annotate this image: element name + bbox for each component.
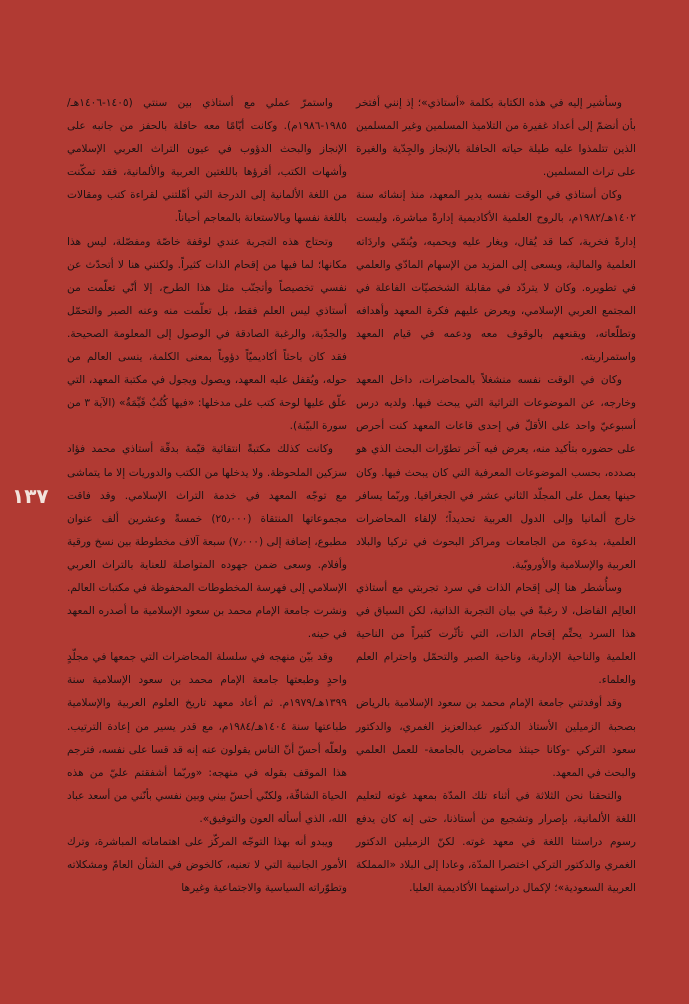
paragraph: وكان أستاذي في الوقت نفسه يدير المعهد، منذ إنشائه سنة ١٤٠٢هـ/١٩٨٢م، بالروح العلمية الأكاديمية إدارةً مباشرة، وليست إدارةً فخرية، كما قد يُقال، ويغار عليه ويحميه، ويُنمّي واردَاته العلمية والمالية، ويسعى إلى المزيد من الإسهام المادّي والعلمي في تطويره. وكان لا يتردّد في مقابلة الشخصيّات الفاعلة في المجتمع العربي الإسلامي، ويعرض عليهم فكرة المعهد وأهدافه وتطلّعاته، ويقنعهم بالوقوف معه ودعمه في قيام المعهد واستمراريته. (356, 189, 636, 364)
paragraph: واستمرّ عملي مع أستاذي بين سنتي (١٤٠٥-١٤٠٦هـ/ ١٩٨٥-١٩٨٦م). وكانت أيّامًا معه حافلة بالحفز من جانبه على الإنجاز والبحث الدؤوب في عيون التراث العربي الإسلامي وأشهات الكتب، أقرؤها باللغتين العربية والألمانية، فقد تمكّنت من اللغة الألمانية إلى الدرجة التي أهّلتني لقراءة كتب ومقالات باللغة نفسها وبالاستعانة بالمعاجم أحياناً. (67, 97, 347, 225)
paragraph: وكان في الوقت نفسه منشغلاً بالمحاضرات، داخل المعهد وخارجه، عن الموضوعات التراثية التي يبحث فيها. ولديه درس أسبوعيّ واحد على الأقلّ في إحدى قاعات المعهد كنت أحرص على حضوره بتأكيد منه، يعرض فيه آخر تطوّرات البحث الذي هو بصدده، بحسب الموضوعات المعرفية التي كان يبحث فيها. وكان حينها يعمل على المجلّد الثاني عشر في الجغرافيا. وربّما يسافر خارج ألمانيا وإلى الدول العربية تحديداً؛ لإلقاء المحاضرات العلمية، بدعوة من الجامعات ومراكز البحوث في تركيا والبلاد العربية والإسلامية والأوروبّية. (356, 374, 636, 571)
paragraph: والتحقنا نحن الثلاثة في أثناء تلك المدّة بمعهد غوته لتعليم اللغة الألمانية، بإصرار وتشجيع من أستاذنا، حتى إنه كان يدفع رسوم دراستنا اللغة في معهد غوته. لكنّ الزميلين الدكتور الغمري والدكتور التركي اختصرا المدّة، وعادا إلى البلاد «المملكة العربية السعودية»؛ لإكمال دراستهما الأكاديمية العليا. (356, 789, 636, 895)
paragraph: ويبدو أنه بهذا التوجّه المركّز على اهتماماته المباشرة، وترك الأمور الجانبية التي لا تعنيه، كالخوض في الشأن العامّ ومشكلاته وتطوّراته السياسية والاجتماعية وغيرها (67, 836, 347, 895)
left-text-column (67, 92, 347, 900)
paragraph: وسأشير إليه في هذه الكتابة بكلمة «أستاذي»؛ إذ إنني أفتخر بأن أنضمّ إلى أعداد غفيرة من التلاميذ المسلمين وغير المسلمين الذين تتلمذوا عليه طيلة حياته الحافلة بالإنجاز والجِدّية والغيرة على تراث المسلمين. (356, 97, 636, 179)
paragraph: وتحتاج هذه التجربة عندي لوقفة خاصّة ومفصّلة، ليس هذا مكانها؛ لما فيها من إقحام الذات كثيراً. ولكنني هنا لا أتحدّث عن نفسي تخصيصاً وأتجنّب مثل هذا الطرح، إلا أنّي تعلّمت من أستاذي ليس العلم فقط، بل تعلّمت منه وعنه الصبر والتحمّل والجدّية، والرغبة الصادقة في الوصول إلى المعلومة الصحيحة. فقد كان باحثاً أكاديميّاً دؤوباً بمعنى الكلمة، ينسى العالم من حوله، ويُقفل عليه المعهد، ويصول ويجول في مكتبة المعهد، التي علّق عليها لوحة كتب على مدخلها: «فيها كُتُبٌ قَيِّمَةٌ» (الآية ٣ من سورة البيّنة). (67, 235, 347, 433)
paragraph: وقد بيّن منهجه في سلسلة المحاضرات التي جمعها في مجلّدٍ واحدٍ وطبعتها جامعة الإمام محمد بن سعود الإسلامية سنة ١٣٩٩هـ/١٩٧٩م. ثم أعاد معهد تاريخ العلوم العربية والإسلامية طباعتها سنة ١٤٠٤هـ/١٩٨٤م، مع قدر يسير من إعادة الترتيب. ولعلّه أحسّ أنّ الناس يقولون عنه إنه قد قسا على نفسه، فترجم هذا الموقف بقوله في منهجه: «وربّما أشفقتم عليّ من هذه الحياة الشاقّة، ولكنّي أحسّ بيني وبين نفسي بأنّني من أسعد عباد الله، الذي أسأله العون والتوفيق». (67, 651, 347, 825)
paragraph: وقد أوفدتني جامعة الإمام محمد بن سعود الإسلامية بالرياض بصحبة الزميلين الأستاذ الدكتور عبدالعزيز الغمري، والدكتور سعود التركي -وكانا حينئذ محاضرين بالجامعة- للعمل العلمي والبحث في المعهد. (356, 697, 636, 779)
paragraph: وكانت كذلك مكتبةً انتقائية قيّمة بدقّة أستاذي محمد فؤاد سزكين الملحوظة. ولا يدخلها من الكتب والدوريات إلا ما يتماشى مع توجّه المعهد في خدمة التراث الإسلامي. وقد فاقت مجموعاتها المنتقاة (٢٥٫٠٠٠) خمسةً وعشرين ألف عنوان مطبوع، إضافة إلى (٧٫٠٠٠) سبعة آلاف مخطوطة بين نسخ ورقية وأفلام. وسعى ضمن جهوده المتواصلة للعناية بالتراث العربي الإسلامي إلى فهرسة المخطوطات المحفوظة في مكتبات العالم. ونشرت جامعة الإمام محمد بن سعود الإسلامية ما أصدره المعهد في حينه. (67, 443, 348, 641)
paragraph: وسأُشطر هنا إلى إقحام الذات في سرد تجربتي مع أستاذي العالِم الفاضل، لا رغبةً في بيان التجربة الذاتية، لكن السياق في هذا السرد يحتِّم إقحام الذات، التي تأثّرت كثيراً من الناحية العلمية والناحية الإدارية، وناحية الصبر والتحمّل واحترام العلم والعلماء. (356, 581, 636, 687)
right-text-column (356, 92, 636, 900)
page-number: ١٣٧ (12, 484, 49, 508)
